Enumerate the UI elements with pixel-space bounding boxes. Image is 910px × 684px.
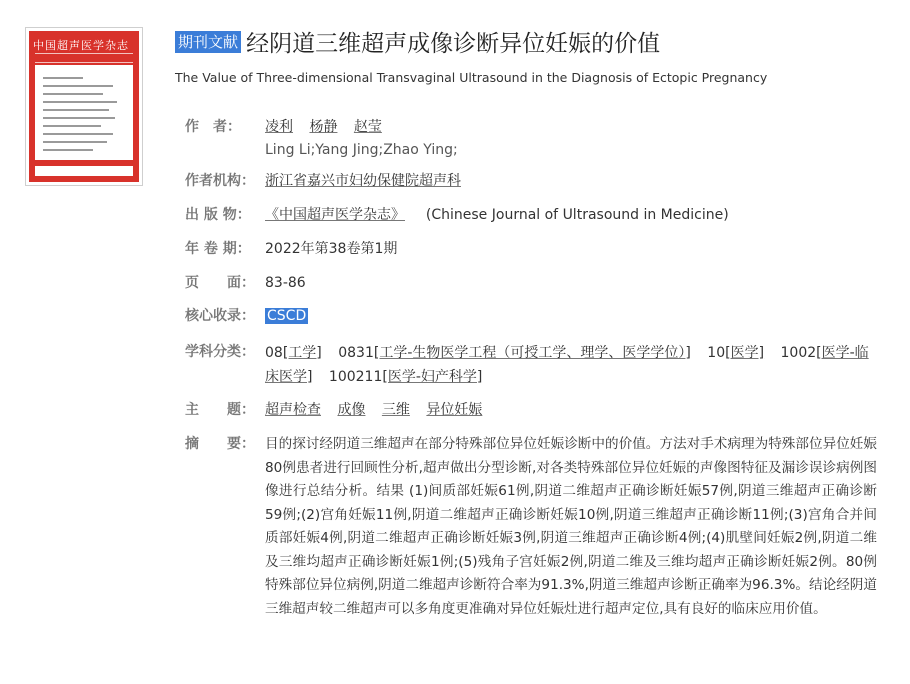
subject-code: 0831 [338, 345, 374, 361]
publication-label: 出 版 物： [185, 207, 251, 223]
pages-label: 页 面： [185, 275, 255, 291]
affiliation-link[interactable]: 浙江省嘉兴市妇幼保健院超声科 [265, 173, 461, 189]
subject-link[interactable]: [工学] [282, 345, 322, 361]
subject-code: 08 [265, 345, 283, 361]
subject-code: 100211 [328, 369, 383, 385]
core-index-label: 核心收录： [185, 308, 255, 324]
author-link[interactable]: 赵莹 [353, 119, 382, 135]
cover-subtitle-band [35, 53, 133, 63]
journal-link[interactable]: 《中国超声医学杂志》 [265, 207, 405, 223]
journal-name-en: (Chinese Journal of Ultrasound in Medicine) [425, 207, 729, 223]
cover-footer [35, 166, 133, 176]
subject-link[interactable]: [工学-生物医学工程（可授工学、理学、医学学位）] [373, 345, 691, 361]
affiliation-label: 作者机构： [185, 173, 255, 189]
keywords-label: 主 题： [185, 402, 255, 418]
subject-link[interactable]: [医学] [725, 345, 765, 361]
author-link[interactable]: 杨静 [309, 119, 338, 135]
keyword-link[interactable]: 成像 [337, 402, 366, 418]
article-title: 经阴道三维超声成像诊断异位妊娠的价值 [246, 31, 661, 57]
subject-link[interactable]: [医学-临床医学] [265, 345, 869, 385]
journal-article-tag: 期刊文献 [175, 31, 241, 53]
pages-value: 83-86 [265, 275, 306, 291]
keyword-link[interactable]: 异位妊娠 [426, 402, 483, 418]
subject-code: 10 [707, 345, 726, 361]
journal-cover-image[interactable] [25, 27, 143, 186]
cover-contents-panel [35, 65, 133, 160]
keyword-link[interactable]: 超声检查 [265, 402, 321, 418]
subject-code: 1002 [780, 345, 817, 361]
authors-label: 作 者： [185, 119, 241, 135]
article-title-en: The Value of Three-dimensional Transvaginal Ultrasound in the Diagnosis of Ectopic Pregnancy [175, 70, 768, 85]
subjects-label: 学科分类： [185, 344, 255, 360]
issue-label: 年 卷 期： [185, 241, 251, 257]
subject-link[interactable]: [医学-妇产科学] [382, 369, 483, 385]
abstract-text: 目的探讨经阴道三维超声在部分特殊部位异位妊娠诊断中的价值。方法对手术病理为特殊部位异位妊娠80例患者进行回顾性分析,超声做出分型诊断,对各类特殊部位异位妊娠的声像图特征及漏诊误诊病例图像进行总结分析。结果 (1)间质部妊娠61例,阴道二维超声正确诊断妊娠57例,阴道三维超声正确诊断59例;(2)宫角妊娠11例,阴道二维超声正确诊断妊娠10例,阴道三维超声正确诊断11例;(3)宫角合并间质部妊娠4例,阴道二维超声正确诊断妊娠3例,阴道三维超声正确诊断4例;(4)肌壁间妊娠2例,阴道二维及三维均超声正确诊断妊娠1例;(5)残角子宫妊娠2例,阴道二维及三维均超声正确诊断妊娠2例。80例特殊部位异位病例,阴道二维超声诊断符合率为91.3%,阴道三维超声诊断正确率为96.3%。结论经阴道三维超声较二维超声可以多角度更准确对异位妊娠灶进行超声定位,具有良好的临床应用价值。 [265, 436, 877, 617]
cscd-badge: CSCD [267, 308, 307, 324]
keyword-link[interactable]: 三维 [381, 402, 410, 418]
cover-title: 中国超声医学杂志 [33, 39, 129, 52]
issue-value: 2022年第38卷第1期 [265, 241, 398, 257]
cover-art [29, 31, 139, 182]
author-link[interactable]: 凌利 [265, 119, 293, 135]
abstract-label: 摘 要： [185, 436, 255, 452]
article-header [175, 29, 895, 59]
authors-en: Ling Li;Yang Jing;Zhao Ying; [265, 142, 458, 158]
